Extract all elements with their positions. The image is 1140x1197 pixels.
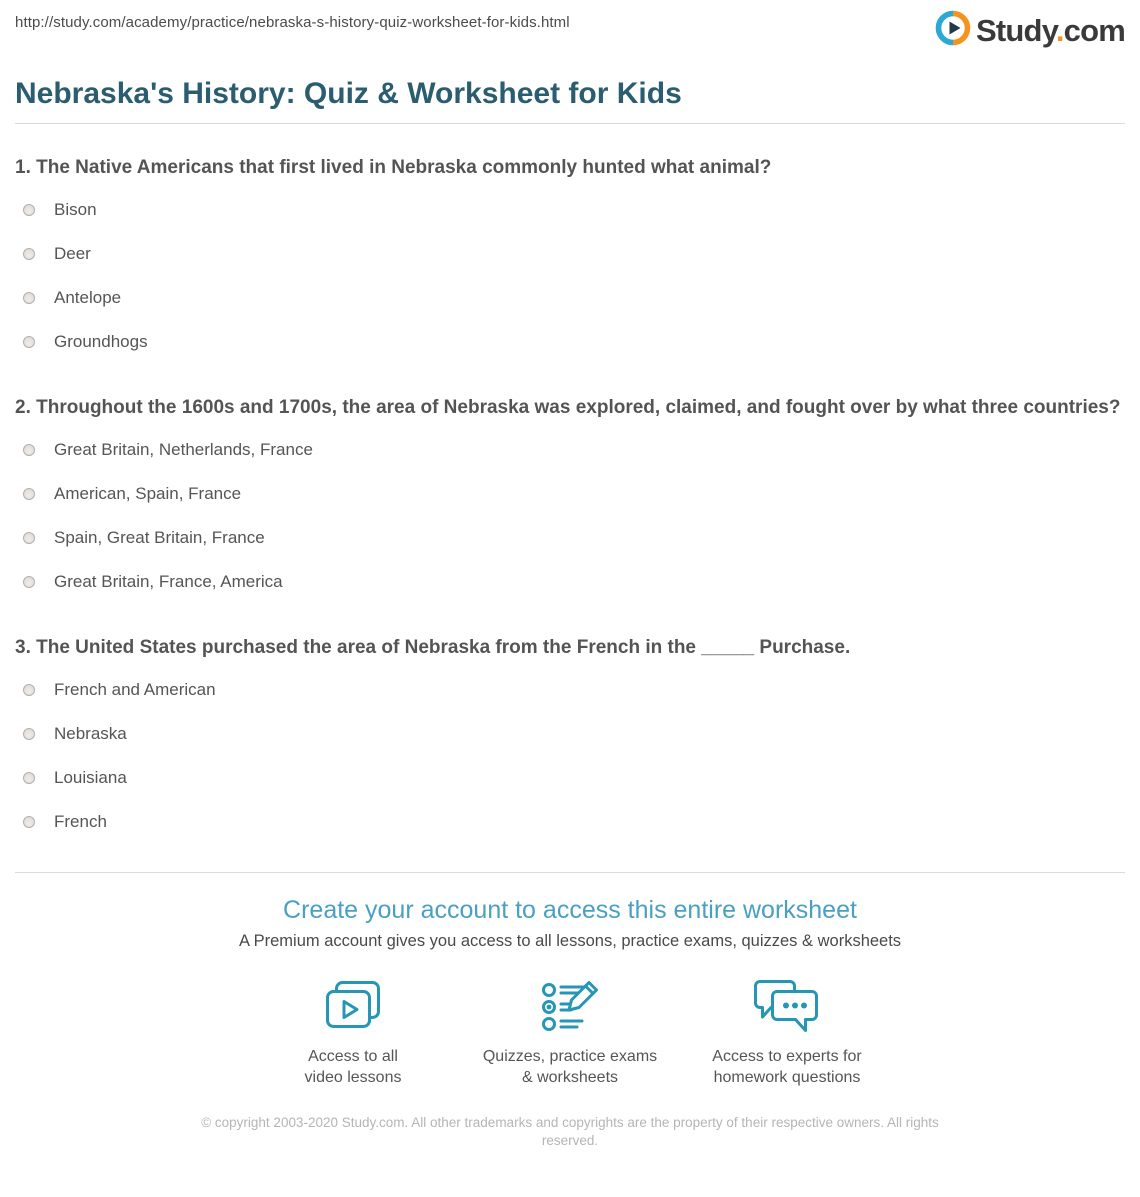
option-row[interactable] — [15, 516, 1125, 560]
studycom-logo[interactable] — [935, 10, 1125, 51]
option-label: Spain, Great Britain, France — [54, 528, 265, 547]
option-label: Nebraska — [54, 724, 127, 743]
feature-label — [245, 1046, 462, 1088]
option-row[interactable] — [15, 472, 1125, 516]
option-row[interactable] — [15, 276, 1125, 320]
quizzes-worksheets-icon — [462, 980, 679, 1034]
header — [15, 0, 1125, 51]
radio-button[interactable] — [23, 576, 35, 588]
radio-button[interactable] — [23, 772, 35, 784]
option-label: Antelope — [54, 288, 122, 307]
radio-button[interactable] — [23, 336, 35, 348]
question-1 — [15, 154, 1125, 364]
logo-study: Study — [976, 12, 1056, 48]
page-title: Nebraska's History: Quiz & Worksheet for Kids — [15, 77, 682, 110]
option-label: French — [54, 812, 107, 831]
title-divider — [15, 123, 1125, 124]
feature-label-line2: homework questions — [713, 1069, 861, 1086]
logo-wordmark — [976, 13, 1125, 49]
option-row[interactable] — [15, 560, 1125, 604]
option-row[interactable] — [15, 756, 1125, 800]
option-label: Great Britain, France, America — [54, 572, 283, 591]
features-row — [15, 980, 1125, 1088]
radio-button[interactable] — [23, 488, 35, 500]
radio-button[interactable] — [23, 204, 35, 216]
option-label: French and American — [54, 680, 216, 699]
study-logo-play-icon — [935, 10, 971, 51]
radio-button[interactable] — [23, 444, 35, 456]
radio-button[interactable] — [23, 728, 35, 740]
feature-label-line1: Quizzes, practice exams — [482, 1048, 658, 1065]
cta-divider — [15, 872, 1125, 873]
question-3-options — [15, 668, 1125, 844]
question-3 — [15, 634, 1125, 844]
option-row[interactable] — [15, 320, 1125, 364]
logo-com: com — [1063, 12, 1125, 48]
radio-button[interactable] — [23, 248, 35, 260]
page-url: http://study.com/academy/practice/nebraska-s-history-quiz-worksheet-for-kids.html — [15, 14, 570, 31]
copyright-notice: © copyright 2003-2020 Study.com. All other trademarks and copyrights are the property of their respective owners. All rights reserved. — [201, 1115, 939, 1148]
logo-dot: . — [1055, 12, 1064, 48]
radio-button[interactable] — [23, 532, 35, 544]
feature-quizzes-worksheets — [462, 980, 679, 1088]
option-row[interactable] — [15, 800, 1125, 844]
question-text: 3. The United States purchased the area of Nebraska from the French in the _____ Purchase. — [15, 637, 851, 658]
question-1-options — [15, 188, 1125, 364]
feature-label-line1: Access to all — [308, 1048, 398, 1065]
option-row[interactable] — [15, 232, 1125, 276]
feature-label — [679, 1046, 896, 1088]
question-text: 1. The Native Americans that first lived in Nebraska commonly hunted what animal? — [15, 157, 772, 178]
option-row[interactable] — [15, 188, 1125, 232]
radio-button[interactable] — [23, 684, 35, 696]
feature-label-line2: & worksheets — [521, 1069, 619, 1086]
question-text: 2. Throughout the 1600s and 1700s, the area of Nebraska was explored, claimed, and fought over by what three countries? — [15, 397, 1121, 418]
option-label: Groundhogs — [54, 332, 148, 351]
option-label: American, Spain, France — [54, 484, 242, 503]
radio-button[interactable] — [23, 816, 35, 828]
expert-chat-icon — [679, 980, 896, 1034]
feature-label-line1: Access to experts for — [712, 1048, 862, 1065]
question-2-options — [15, 428, 1125, 604]
feature-label-line2: video lessons — [304, 1069, 402, 1086]
question-2 — [15, 394, 1125, 604]
cta-section — [15, 895, 1125, 952]
cta-subheading: A Premium account gives you access to all lessons, practice exams, quizzes & worksheets — [238, 932, 902, 950]
option-row[interactable] — [15, 428, 1125, 472]
option-row[interactable] — [15, 712, 1125, 756]
video-lessons-icon — [245, 980, 462, 1034]
radio-button[interactable] — [23, 292, 35, 304]
option-label: Great Britain, Netherlands, France — [54, 440, 313, 459]
option-label: Bison — [54, 200, 97, 219]
cta-heading: Create your account to access this entire worksheet — [283, 896, 857, 924]
option-row[interactable] — [15, 668, 1125, 712]
feature-expert-chat — [679, 980, 896, 1088]
option-label: Louisiana — [54, 768, 127, 787]
option-label: Deer — [54, 244, 91, 263]
feature-label — [462, 1046, 679, 1088]
feature-video-lessons — [245, 980, 462, 1088]
